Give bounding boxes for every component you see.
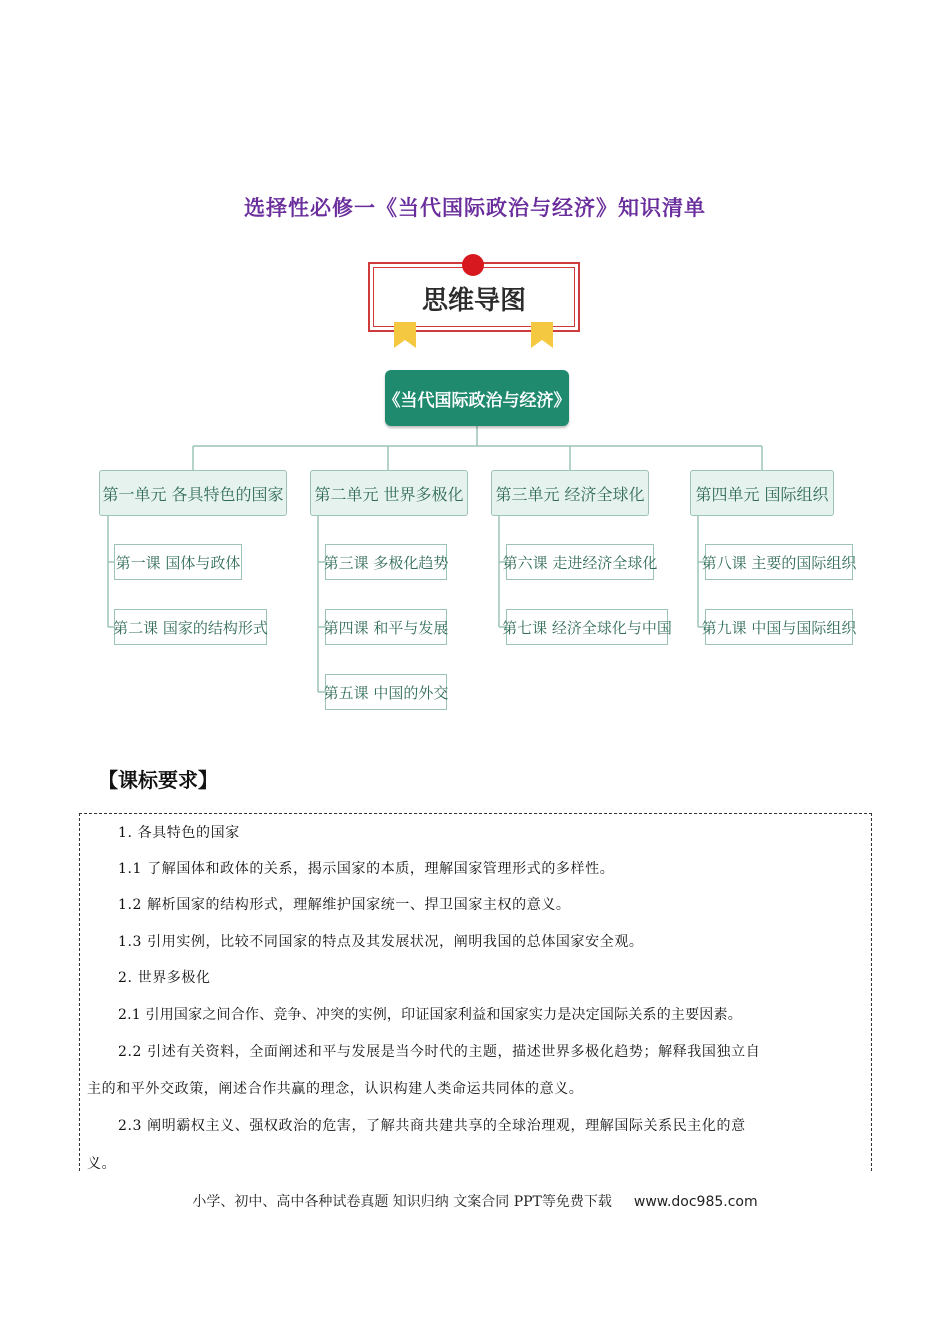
unit-4-node: 第四单元 国际组织: [690, 470, 834, 516]
section-heading: 【课标要求】: [98, 768, 218, 792]
req-line-3: 1.2 解析国家的结构形式，理解维护国家统一、捍卫国家主权的意义。: [118, 897, 571, 913]
lesson-3-node: 第三课 多极化趋势: [325, 544, 447, 580]
unit-2-node: 第二单元 世界多极化: [310, 470, 468, 516]
lesson-2-node: 第二课 国家的结构形式: [114, 609, 267, 645]
req-line-7: 2.2 引述有关资料，全面阐述和平与发展是当今时代的主题，描述世界多极化趋势；解释我国独立自: [118, 1044, 761, 1060]
req-line-6: 2.1 引用国家之间合作、竞争、冲突的实例，印证国家利益和国家实力是决定国际关系的主要因素。: [118, 1007, 742, 1023]
req-line-5: 2. 世界多极化: [118, 970, 211, 986]
footer-url[interactable]: www.doc985.com: [633, 1194, 758, 1210]
lesson-1-node: 第一课 国体与政体: [114, 544, 242, 580]
req-line-1: 1. 各具特色的国家: [118, 825, 240, 841]
lesson-5-node: 第五课 中国的外交: [325, 674, 447, 710]
req-line-4: 1.3 引用实例，比较不同国家的特点及其发展状况，阐明我国的总体国家安全观。: [118, 934, 644, 950]
lesson-8-node: 第八课 主要的国际组织: [705, 544, 853, 580]
lesson-7-node: 第七课 经济全球化与中国: [506, 609, 668, 645]
document-title: 选择性必修一《当代国际政治与经济》知识清单: [244, 195, 706, 220]
req-line-9: 2.3 阐明霸权主义、强权政治的危害，了解共商共建共享的全球治理观，理解国际关系民主化的意: [118, 1118, 746, 1134]
unit-3-node: 第三单元 经济全球化: [491, 470, 649, 516]
banner-title: 思维导图: [421, 286, 526, 316]
lesson-4-node: 第四课 和平与发展: [325, 609, 447, 645]
page-footer: [0, 1191, 950, 1211]
unit-1-node: 第一单元 各具特色的国家: [99, 470, 287, 516]
req-line-2: 1.1 了解国体和政体的关系，揭示国家的本质，理解国家管理形式的多样性。: [118, 861, 615, 877]
lesson-6-node: 第六课 走进经济全球化: [506, 544, 654, 580]
req-line-10: 义。: [87, 1156, 117, 1172]
footer-text: 小学、初中、高中各种试卷真题 知识归纳 文案合同 PPT等免费下载: [192, 1194, 612, 1210]
req-line-8: 主的和平外交政策，阐述合作共赢的理念，认识构建人类命运共同体的意义。: [87, 1081, 584, 1097]
mindmap-root-node: 《当代国际政治与经济》: [385, 370, 569, 426]
lesson-9-node: 第九课 中国与国际组织: [705, 609, 853, 645]
